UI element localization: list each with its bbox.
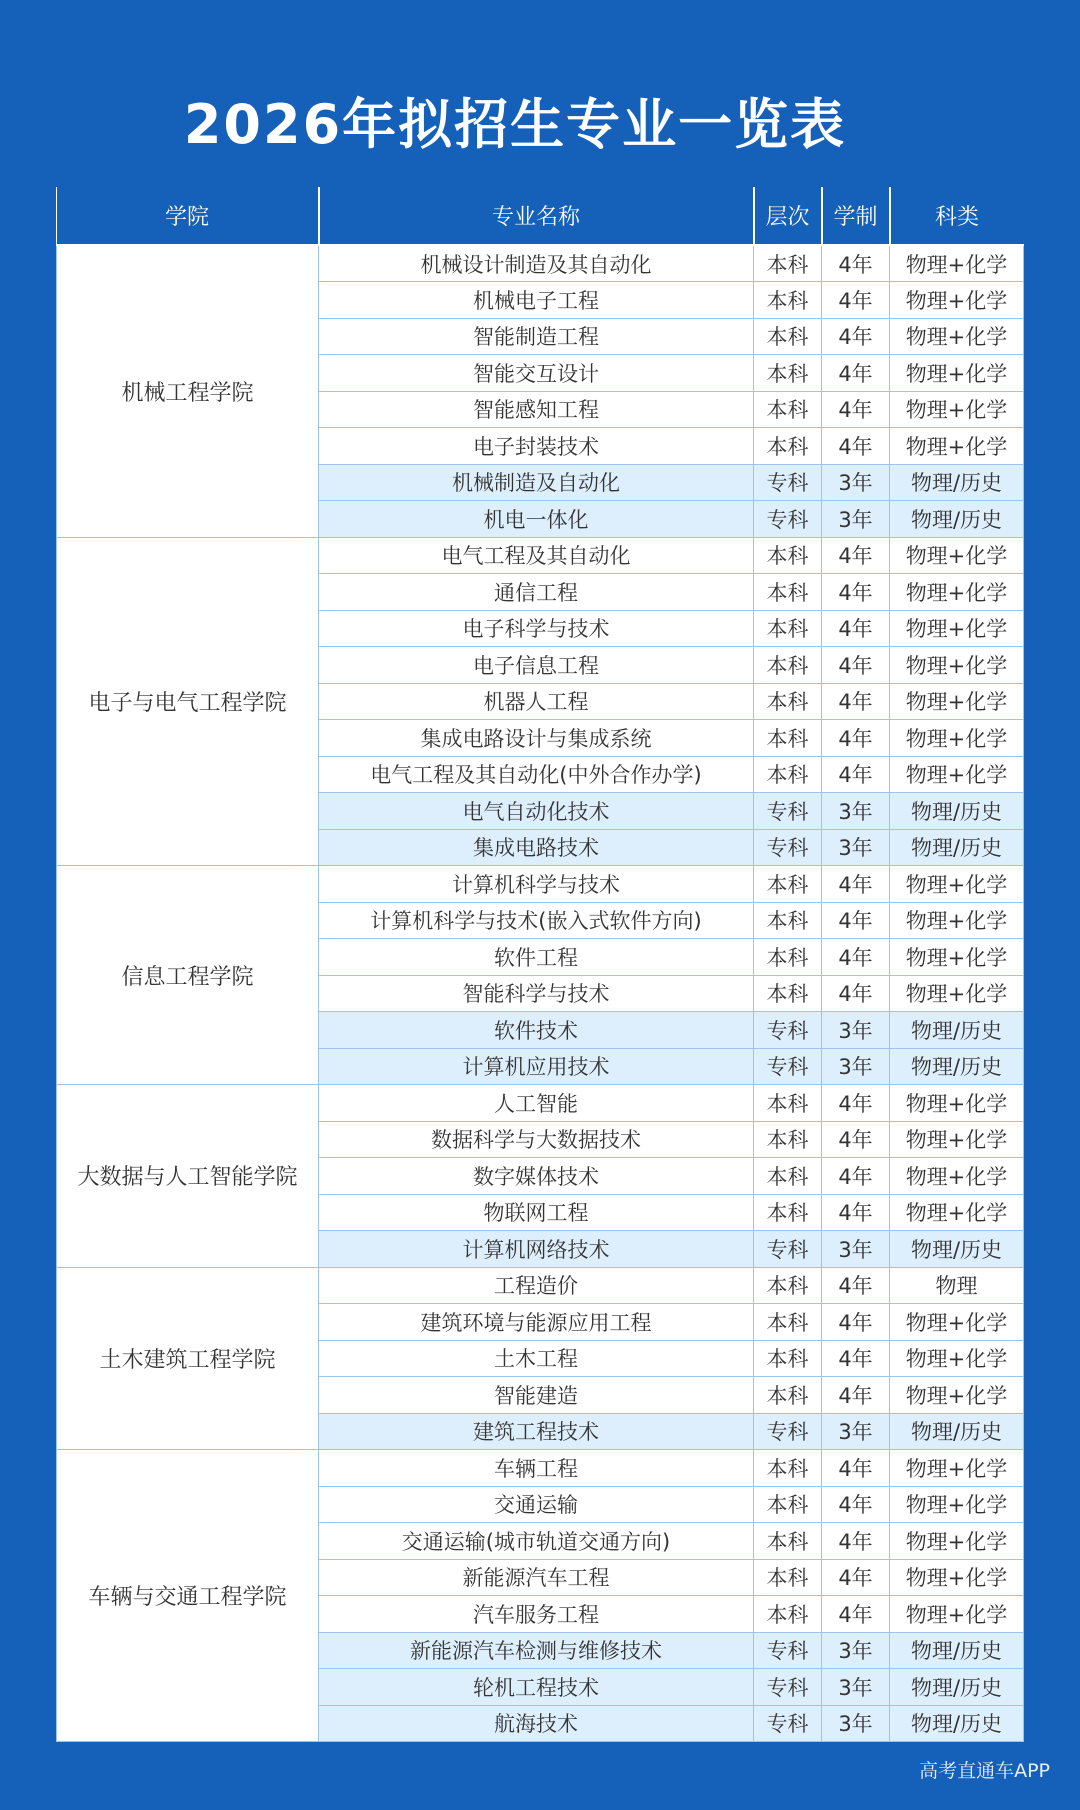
years-cell: 3年 <box>822 1705 890 1742</box>
college-name-cell: 电子与电气工程学院 <box>57 537 319 866</box>
subject-cell: 物理/历史 <box>890 1705 1024 1742</box>
major-name-cell: 智能科学与技术 <box>319 975 754 1012</box>
level-cell: 本科 <box>754 1523 822 1560</box>
major-name-cell: 计算机应用技术 <box>319 1048 754 1085</box>
subject-cell: 物理+化学 <box>890 647 1024 684</box>
subject-cell: 物理 <box>890 1267 1024 1304</box>
major-name-cell: 航海技术 <box>319 1705 754 1742</box>
years-cell: 4年 <box>822 1596 890 1633</box>
years-cell: 4年 <box>822 756 890 793</box>
subject-cell: 物理/历史 <box>890 1012 1024 1049</box>
years-cell: 4年 <box>822 1340 890 1377</box>
major-name-cell: 交通运输(城市轨道交通方向) <box>319 1523 754 1560</box>
subject-cell: 物理+化学 <box>890 902 1024 939</box>
major-name-cell: 智能建造 <box>319 1377 754 1414</box>
level-cell: 专科 <box>754 1669 822 1706</box>
major-name-cell: 智能感知工程 <box>319 391 754 428</box>
years-cell: 4年 <box>822 391 890 428</box>
years-cell: 4年 <box>822 318 890 355</box>
college-name-cell: 车辆与交通工程学院 <box>57 1450 319 1742</box>
subject-cell: 物理/历史 <box>890 1048 1024 1085</box>
subject-cell: 物理+化学 <box>890 282 1024 319</box>
major-name-cell: 集成电路技术 <box>319 829 754 866</box>
years-cell: 4年 <box>822 975 890 1012</box>
table-row <box>57 1085 1024 1122</box>
major-name-cell: 软件技术 <box>319 1012 754 1049</box>
subject-cell: 物理+化学 <box>890 1194 1024 1231</box>
years-cell: 3年 <box>822 464 890 501</box>
subject-cell: 物理+化学 <box>890 428 1024 465</box>
subject-cell: 物理/历史 <box>890 1669 1024 1706</box>
subject-cell: 物理+化学 <box>890 939 1024 976</box>
subject-cell: 物理+化学 <box>890 1121 1024 1158</box>
level-cell: 本科 <box>754 1377 822 1414</box>
subject-cell: 物理+化学 <box>890 1377 1024 1414</box>
subject-cell: 物理+化学 <box>890 866 1024 903</box>
subject-cell: 物理+化学 <box>890 975 1024 1012</box>
level-cell: 本科 <box>754 720 822 757</box>
years-cell: 4年 <box>822 720 890 757</box>
major-name-cell: 电气工程及其自动化 <box>319 537 754 574</box>
years-cell: 3年 <box>822 793 890 830</box>
years-cell: 4年 <box>822 1523 890 1560</box>
page-title: 2026年拟招生专业一览表 <box>183 93 847 156</box>
college-name-cell: 大数据与人工智能学院 <box>57 1085 319 1268</box>
level-cell: 本科 <box>754 1121 822 1158</box>
level-cell: 本科 <box>754 1450 822 1487</box>
level-cell: 本科 <box>754 355 822 392</box>
years-cell: 4年 <box>822 355 890 392</box>
years-cell: 3年 <box>822 1012 890 1049</box>
table-row <box>57 537 1024 574</box>
major-name-cell: 车辆工程 <box>319 1450 754 1487</box>
major-name-cell: 集成电路设计与集成系统 <box>319 720 754 757</box>
years-cell: 3年 <box>822 1669 890 1706</box>
major-name-cell: 智能交互设计 <box>319 355 754 392</box>
years-cell: 4年 <box>822 1267 890 1304</box>
years-cell: 4年 <box>822 574 890 611</box>
level-cell: 专科 <box>754 829 822 866</box>
level-cell: 专科 <box>754 1012 822 1049</box>
major-name-cell: 智能制造工程 <box>319 318 754 355</box>
subject-cell: 物理+化学 <box>890 1486 1024 1523</box>
subject-cell: 物理+化学 <box>890 1304 1024 1341</box>
level-cell: 本科 <box>754 428 822 465</box>
major-name-cell: 新能源汽车工程 <box>319 1559 754 1596</box>
header-level: 层次 <box>754 187 822 245</box>
header-subject: 科类 <box>890 187 1024 245</box>
level-cell: 本科 <box>754 245 822 282</box>
level-cell: 本科 <box>754 902 822 939</box>
years-cell: 4年 <box>822 939 890 976</box>
subject-cell: 物理+化学 <box>890 1596 1024 1633</box>
subject-cell: 物理/历史 <box>890 793 1024 830</box>
table-row <box>57 1267 1024 1304</box>
years-cell: 3年 <box>822 1632 890 1669</box>
subject-cell: 物理+化学 <box>890 245 1024 282</box>
level-cell: 专科 <box>754 1705 822 1742</box>
years-cell: 4年 <box>822 1486 890 1523</box>
level-cell: 本科 <box>754 647 822 684</box>
level-cell: 本科 <box>754 866 822 903</box>
level-cell: 专科 <box>754 793 822 830</box>
level-cell: 本科 <box>754 1085 822 1122</box>
major-name-cell: 新能源汽车检测与维修技术 <box>319 1632 754 1669</box>
years-cell: 4年 <box>822 1194 890 1231</box>
major-name-cell: 人工智能 <box>319 1085 754 1122</box>
table-body <box>57 245 1024 1742</box>
major-name-cell: 土木工程 <box>319 1340 754 1377</box>
years-cell: 4年 <box>822 647 890 684</box>
major-name-cell: 汽车服务工程 <box>319 1596 754 1633</box>
subject-cell: 物理+化学 <box>890 1158 1024 1195</box>
level-cell: 专科 <box>754 464 822 501</box>
major-name-cell: 机器人工程 <box>319 683 754 720</box>
subject-cell: 物理+化学 <box>890 391 1024 428</box>
major-name-cell: 机电一体化 <box>319 501 754 538</box>
level-cell: 本科 <box>754 939 822 976</box>
years-cell: 3年 <box>822 501 890 538</box>
watermark: 高考直通车APP <box>919 1760 1050 1782</box>
level-cell: 本科 <box>754 574 822 611</box>
subject-cell: 物理/历史 <box>890 464 1024 501</box>
level-cell: 本科 <box>754 318 822 355</box>
years-cell: 3年 <box>822 1413 890 1450</box>
major-name-cell: 轮机工程技术 <box>319 1669 754 1706</box>
level-cell: 本科 <box>754 1486 822 1523</box>
subject-cell: 物理+化学 <box>890 537 1024 574</box>
major-name-cell: 物联网工程 <box>319 1194 754 1231</box>
level-cell: 本科 <box>754 975 822 1012</box>
major-name-cell: 软件工程 <box>319 939 754 976</box>
subject-cell: 物理+化学 <box>890 1450 1024 1487</box>
major-name-cell: 电子封装技术 <box>319 428 754 465</box>
years-cell: 4年 <box>822 537 890 574</box>
years-cell: 4年 <box>822 902 890 939</box>
years-cell: 4年 <box>822 282 890 319</box>
level-cell: 本科 <box>754 1304 822 1341</box>
level-cell: 本科 <box>754 1158 822 1195</box>
level-cell: 本科 <box>754 1559 822 1596</box>
years-cell: 4年 <box>822 610 890 647</box>
header-college: 学院 <box>57 187 319 245</box>
header-years: 学制 <box>822 187 890 245</box>
major-name-cell: 机械制造及自动化 <box>319 464 754 501</box>
subject-cell: 物理/历史 <box>890 1632 1024 1669</box>
major-name-cell: 机械电子工程 <box>319 282 754 319</box>
college-name-cell: 机械工程学院 <box>57 245 319 537</box>
subject-cell: 物理/历史 <box>890 1413 1024 1450</box>
level-cell: 本科 <box>754 1596 822 1633</box>
years-cell: 4年 <box>822 1158 890 1195</box>
level-cell: 专科 <box>754 1231 822 1268</box>
level-cell: 专科 <box>754 1632 822 1669</box>
major-name-cell: 通信工程 <box>319 574 754 611</box>
years-cell: 4年 <box>822 683 890 720</box>
years-cell: 4年 <box>822 245 890 282</box>
level-cell: 本科 <box>754 282 822 319</box>
major-name-cell: 工程造价 <box>319 1267 754 1304</box>
years-cell: 4年 <box>822 1304 890 1341</box>
table-row <box>57 1450 1024 1487</box>
level-cell: 专科 <box>754 1413 822 1450</box>
subject-cell: 物理+化学 <box>890 1340 1024 1377</box>
header-major: 专业名称 <box>319 187 754 245</box>
subject-cell: 物理+化学 <box>890 720 1024 757</box>
subject-cell: 物理+化学 <box>890 1085 1024 1122</box>
subject-cell: 物理+化学 <box>890 1559 1024 1596</box>
level-cell: 本科 <box>754 1267 822 1304</box>
subject-cell: 物理/历史 <box>890 1231 1024 1268</box>
years-cell: 4年 <box>822 1559 890 1596</box>
subject-cell: 物理+化学 <box>890 683 1024 720</box>
level-cell: 本科 <box>754 1194 822 1231</box>
major-name-cell: 建筑环境与能源应用工程 <box>319 1304 754 1341</box>
major-name-cell: 数字媒体技术 <box>319 1158 754 1195</box>
years-cell: 4年 <box>822 866 890 903</box>
years-cell: 3年 <box>822 1231 890 1268</box>
level-cell: 本科 <box>754 610 822 647</box>
years-cell: 4年 <box>822 1450 890 1487</box>
level-cell: 专科 <box>754 1048 822 1085</box>
level-cell: 本科 <box>754 683 822 720</box>
major-name-cell: 交通运输 <box>319 1486 754 1523</box>
subject-cell: 物理+化学 <box>890 318 1024 355</box>
subject-cell: 物理+化学 <box>890 610 1024 647</box>
level-cell: 本科 <box>754 1340 822 1377</box>
major-name-cell: 电气自动化技术 <box>319 793 754 830</box>
major-name-cell: 电子信息工程 <box>319 647 754 684</box>
major-name-cell: 数据科学与大数据技术 <box>319 1121 754 1158</box>
subject-cell: 物理+化学 <box>890 1523 1024 1560</box>
subject-cell: 物理+化学 <box>890 756 1024 793</box>
table-row <box>57 866 1024 903</box>
subject-cell: 物理+化学 <box>890 355 1024 392</box>
major-name-cell: 电子科学与技术 <box>319 610 754 647</box>
college-name-cell: 土木建筑工程学院 <box>57 1267 319 1450</box>
level-cell: 本科 <box>754 537 822 574</box>
years-cell: 4年 <box>822 428 890 465</box>
major-name-cell: 计算机科学与技术 <box>319 866 754 903</box>
level-cell: 本科 <box>754 756 822 793</box>
years-cell: 3年 <box>822 1048 890 1085</box>
subject-cell: 物理/历史 <box>890 829 1024 866</box>
major-name-cell: 建筑工程技术 <box>319 1413 754 1450</box>
years-cell: 4年 <box>822 1085 890 1122</box>
level-cell: 专科 <box>754 501 822 538</box>
college-name-cell: 信息工程学院 <box>57 866 319 1085</box>
subject-cell: 物理+化学 <box>890 574 1024 611</box>
major-name-cell: 计算机网络技术 <box>319 1231 754 1268</box>
years-cell: 4年 <box>822 1377 890 1414</box>
years-cell: 4年 <box>822 1121 890 1158</box>
years-cell: 3年 <box>822 829 890 866</box>
table-row <box>57 245 1024 282</box>
level-cell: 本科 <box>754 391 822 428</box>
major-name-cell: 计算机科学与技术(嵌入式软件方向) <box>319 902 754 939</box>
major-name-cell: 机械设计制造及其自动化 <box>319 245 754 282</box>
subject-cell: 物理/历史 <box>890 501 1024 538</box>
majors-table <box>54 185 1025 1739</box>
table-header-row <box>57 187 1024 245</box>
major-name-cell: 电气工程及其自动化(中外合作办学) <box>319 756 754 793</box>
